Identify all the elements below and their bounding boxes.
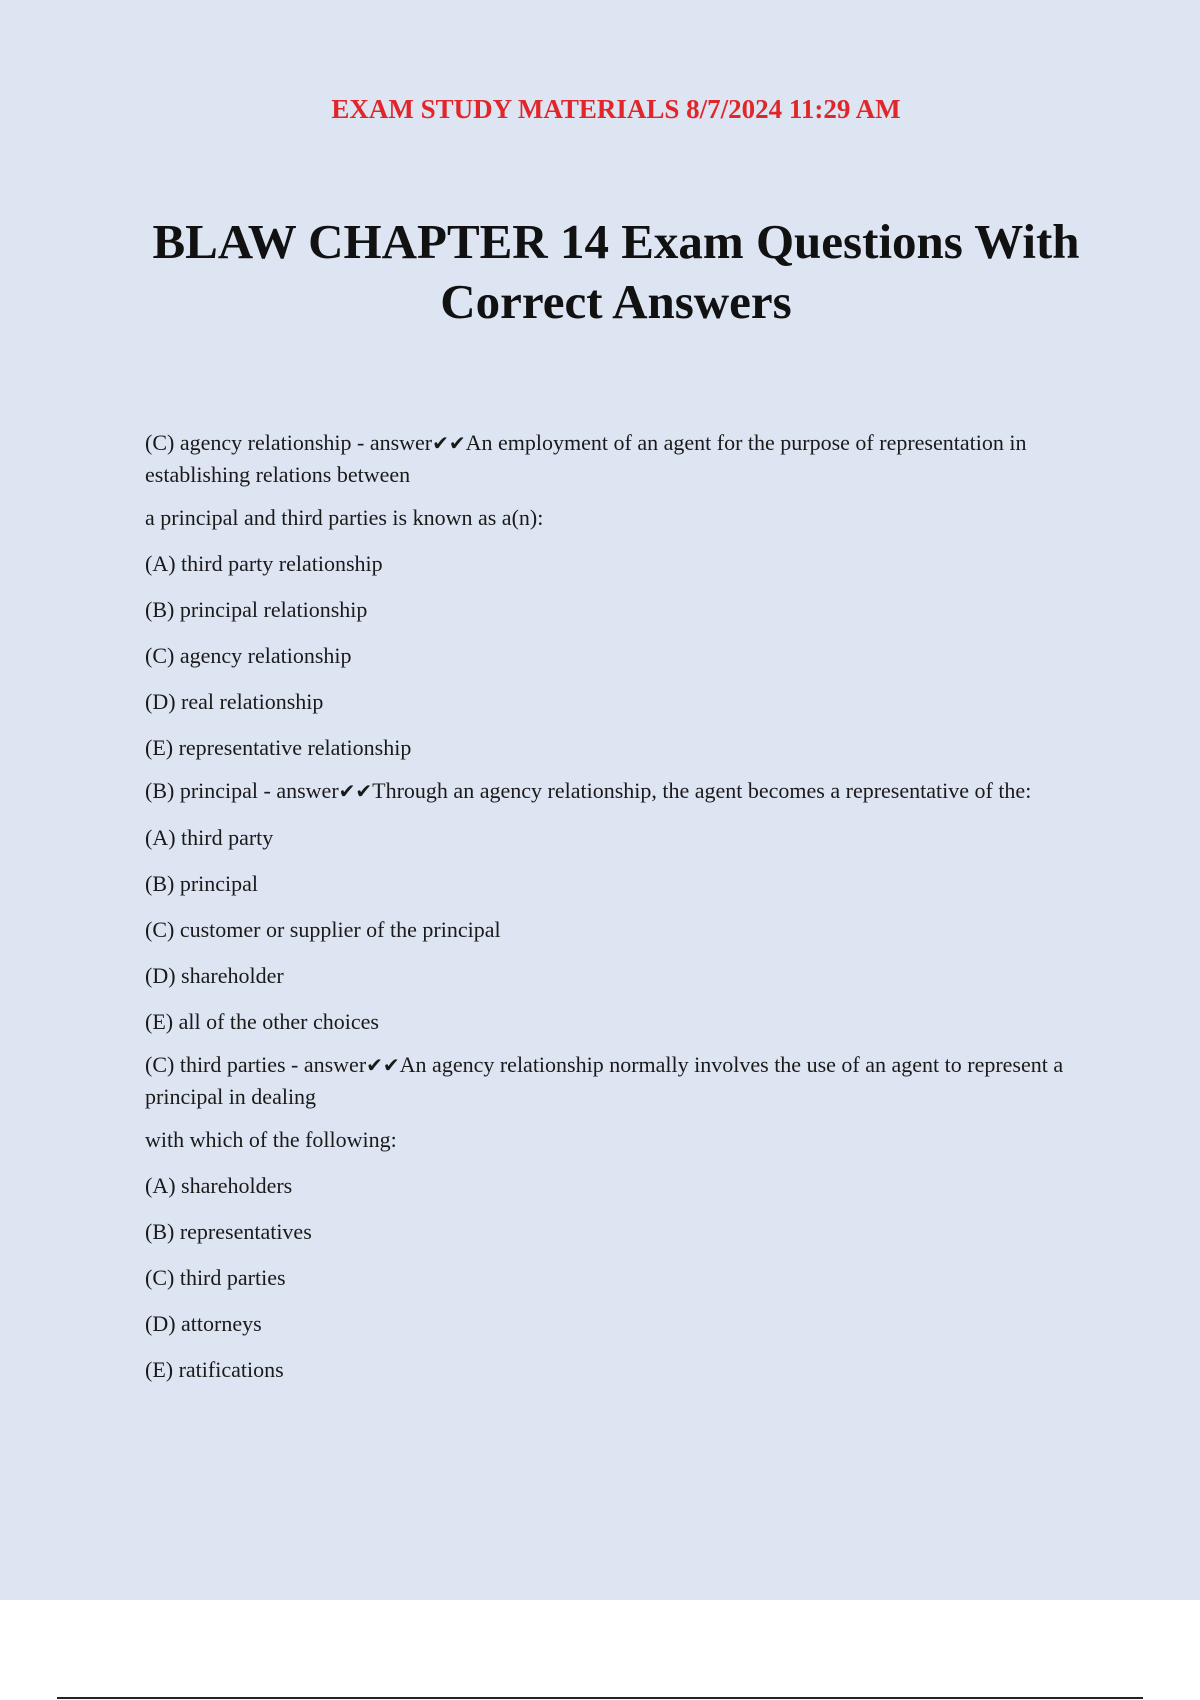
answer-option: (B) representatives — [145, 1219, 312, 1244]
document-title — [120, 212, 1112, 332]
answer-option: (E) ratifications — [145, 1357, 284, 1382]
footer-divider — [57, 1697, 1143, 1699]
answer-option: (C) agency relationship — [145, 643, 352, 668]
answer-prefix: (C) third parties - answer — [145, 1052, 367, 1077]
exam-header-label: EXAM STUDY MATERIALS 8/7/2024 11:29 AM — [331, 94, 901, 124]
question-continuation: with which of the following: — [145, 1127, 397, 1152]
answer-option: (B) principal — [145, 871, 259, 896]
question-block — [145, 775, 1095, 1037]
question-start: Through an agency relationship, the agent becomes a representative of the: — [372, 778, 1032, 803]
answer-option: (C) customer or supplier of the principal — [145, 917, 501, 942]
answer-option: (A) third party — [145, 825, 274, 850]
answer-option: (A) third party relationship — [145, 551, 383, 576]
checkmark-icon: ✔✔ — [366, 1053, 400, 1077]
answer-option: (C) third parties — [145, 1265, 286, 1290]
answer-option: (B) principal relationship — [145, 597, 368, 622]
answer-prefix: (C) agency relationship - answer — [145, 430, 433, 455]
question-text — [145, 427, 1095, 490]
answer-option: (D) real relationship — [145, 689, 324, 714]
checkmark-icon: ✔✔ — [338, 779, 373, 803]
answer-option: (D) shareholder — [145, 963, 284, 988]
title-line-2: Correct Answers — [440, 274, 792, 329]
answer-option: (E) representative relationship — [145, 735, 412, 760]
answer-option: (D) attorneys — [145, 1311, 262, 1336]
question-text — [145, 775, 1095, 807]
title-line-1: BLAW CHAPTER 14 Exam Questions With — [152, 214, 1080, 269]
question-continuation: a principal and third parties is known as a(n): — [145, 505, 544, 530]
question-start: An agency relationship normally involves the use of an agent to represent a principal in dealing — [145, 1052, 1064, 1109]
answer-option: (A) shareholders — [145, 1173, 293, 1198]
answer-option: (E) all of the other choices — [145, 1009, 379, 1034]
answer-prefix: (B) principal - answer — [145, 778, 339, 803]
question-start: An employment of an agent for the purpose of representation in establishing relations between — [145, 430, 1027, 487]
checkmark-icon: ✔✔ — [432, 431, 466, 455]
question-block — [145, 427, 1095, 763]
question-text — [145, 1049, 1095, 1112]
question-block — [145, 1049, 1095, 1385]
question-list — [145, 427, 1095, 1385]
